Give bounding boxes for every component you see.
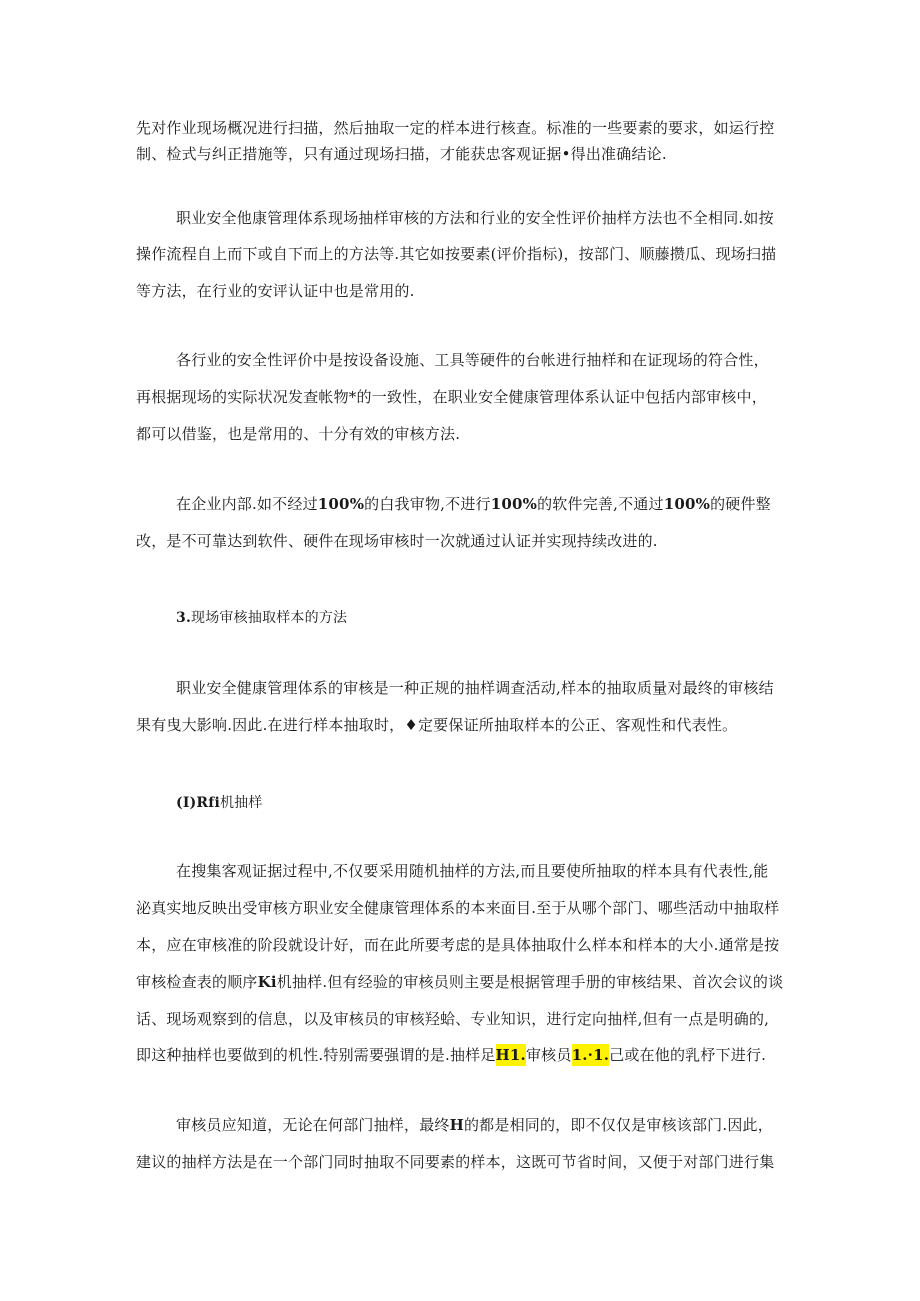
subsection-title: 机抽样 [219, 795, 263, 811]
bold-fragment: Ki [257, 973, 277, 991]
text-span: 的硬件整 [710, 495, 771, 513]
paragraph-2-line-3: 等方法，在行业的安评认证中也是常用的. [136, 282, 415, 300]
subsection-number: (I)Rfi [176, 795, 220, 811]
subsection-heading [176, 793, 263, 813]
text-span: 在企业内部.如不经过 [176, 495, 318, 513]
paragraph-3-line-1: 各行业的安全性评价中是按设备设施、工具等硬件的台帐进行抽样和在证现场的符合性， [176, 351, 769, 369]
text-span: 己或在他的乳杼下进行. [609, 1046, 767, 1064]
text-span: 审核员 [525, 1046, 572, 1064]
percent-value: 100% [317, 495, 365, 513]
text-span: 的白我审物,不进行 [364, 495, 491, 513]
percent-value: 100% [663, 495, 711, 513]
paragraph-7-line-1 [176, 1115, 773, 1135]
text-span: 即这种抽样也要做到的机性.特别需要强谓的是.抽样足 [136, 1046, 496, 1064]
paragraph-3-line-3: 都可以借鉴，也是常用的、十分有效的审核方法. [136, 425, 461, 443]
paragraph-1-line-2: 制、检式与纠正措施等，只有通过现场扫描，才能获忠客观证据•得出准确结论. [136, 145, 667, 163]
paragraph-6-line-1: 在搜集客观证据过程中,不仅要采用随机抽样的方法,而且要使所抽取的样本具有代表性,能 [176, 862, 769, 880]
paragraph-6-line-5: 话、现场观察到的信息，以及审核员的审核羟蛤、专业知识，进行定向抽样,但有一点是明确的, [136, 1010, 770, 1028]
section-number: 3. [176, 610, 192, 626]
section-title: 现场审核抽取样本的方法 [191, 610, 348, 626]
paragraph-4-line-2: 改，是不可靠达到软件、硬件在现场审核时一次就通过认证并实现持续改进的. [136, 532, 658, 550]
paragraph-6-line-4 [136, 972, 783, 992]
text-span: 机抽样.但有经验的审核员则主要是根据管理手册的审核结果、首次会议的谈 [276, 973, 784, 991]
text-span: 审核员应知道，无论在何部门抽样，最终 [176, 1116, 450, 1134]
text-span: 审核检查表的顺序 [136, 973, 258, 991]
highlighted-fragment: H1. [495, 1046, 526, 1064]
paragraph-6-line-2: 泌真实地反映出受审核方职业安全健康管理体系的本来面目.至于从哪个部门、哪些活动中抽取样 [136, 899, 780, 917]
bold-fragment: H [449, 1116, 464, 1134]
text-span: 的都是相同的，即不仅仅是审核该部门.因此， [463, 1116, 773, 1134]
section-heading [176, 608, 347, 628]
paragraph-2-line-1: 职业安全他康管理体系现场抽样审核的方法和行业的安全性评价抽样方法也不全相同.如按 [176, 209, 774, 227]
paragraph-5-line-2: 果有曳大影响.因此.在进行样本抽取时，♦定要保证所抽取样本的公正、客观性和代表性。 [136, 716, 738, 734]
paragraph-1-line-1: 先对作业现场概况进行扫描，然后抽取一定的样本进行核查。标准的一些要素的要求，如运行控 [136, 119, 775, 137]
highlighted-fragment: 1.·1. [571, 1046, 610, 1064]
paragraph-2-line-2: 操作流程自上而下或自下而上的方法等.其它如按要素(评价指标)，按部门、顺藤攒瓜、现场扫描 [136, 245, 777, 263]
paragraph-6-line-3: 本，应在审核准的阶段就设计好，而在此所要考虑的是具体抽取什么样本和样本的大小.通常是按 [136, 936, 780, 954]
text-span: 的软件完善,不通过 [537, 495, 664, 513]
percent-value: 100% [490, 495, 538, 513]
paragraph-4-line-1 [176, 494, 771, 514]
paragraph-5-line-1: 职业安全健康管理体系的审核是一种正规的抽样调查活动,样本的抽取质量对最终的审核结 [176, 679, 774, 697]
paragraph-3-line-2: 再根据现场的实际状况发查帐物*的一致性，在职业安全健康管理体系认证中包括内部审核中， [136, 388, 767, 406]
paragraph-6-line-6 [136, 1045, 766, 1065]
paragraph-7-line-2: 建议的抽样方法是在一个部门同时抽取不同要素的样本，这既可节省时间，又便于对部门进行集 [136, 1153, 775, 1171]
